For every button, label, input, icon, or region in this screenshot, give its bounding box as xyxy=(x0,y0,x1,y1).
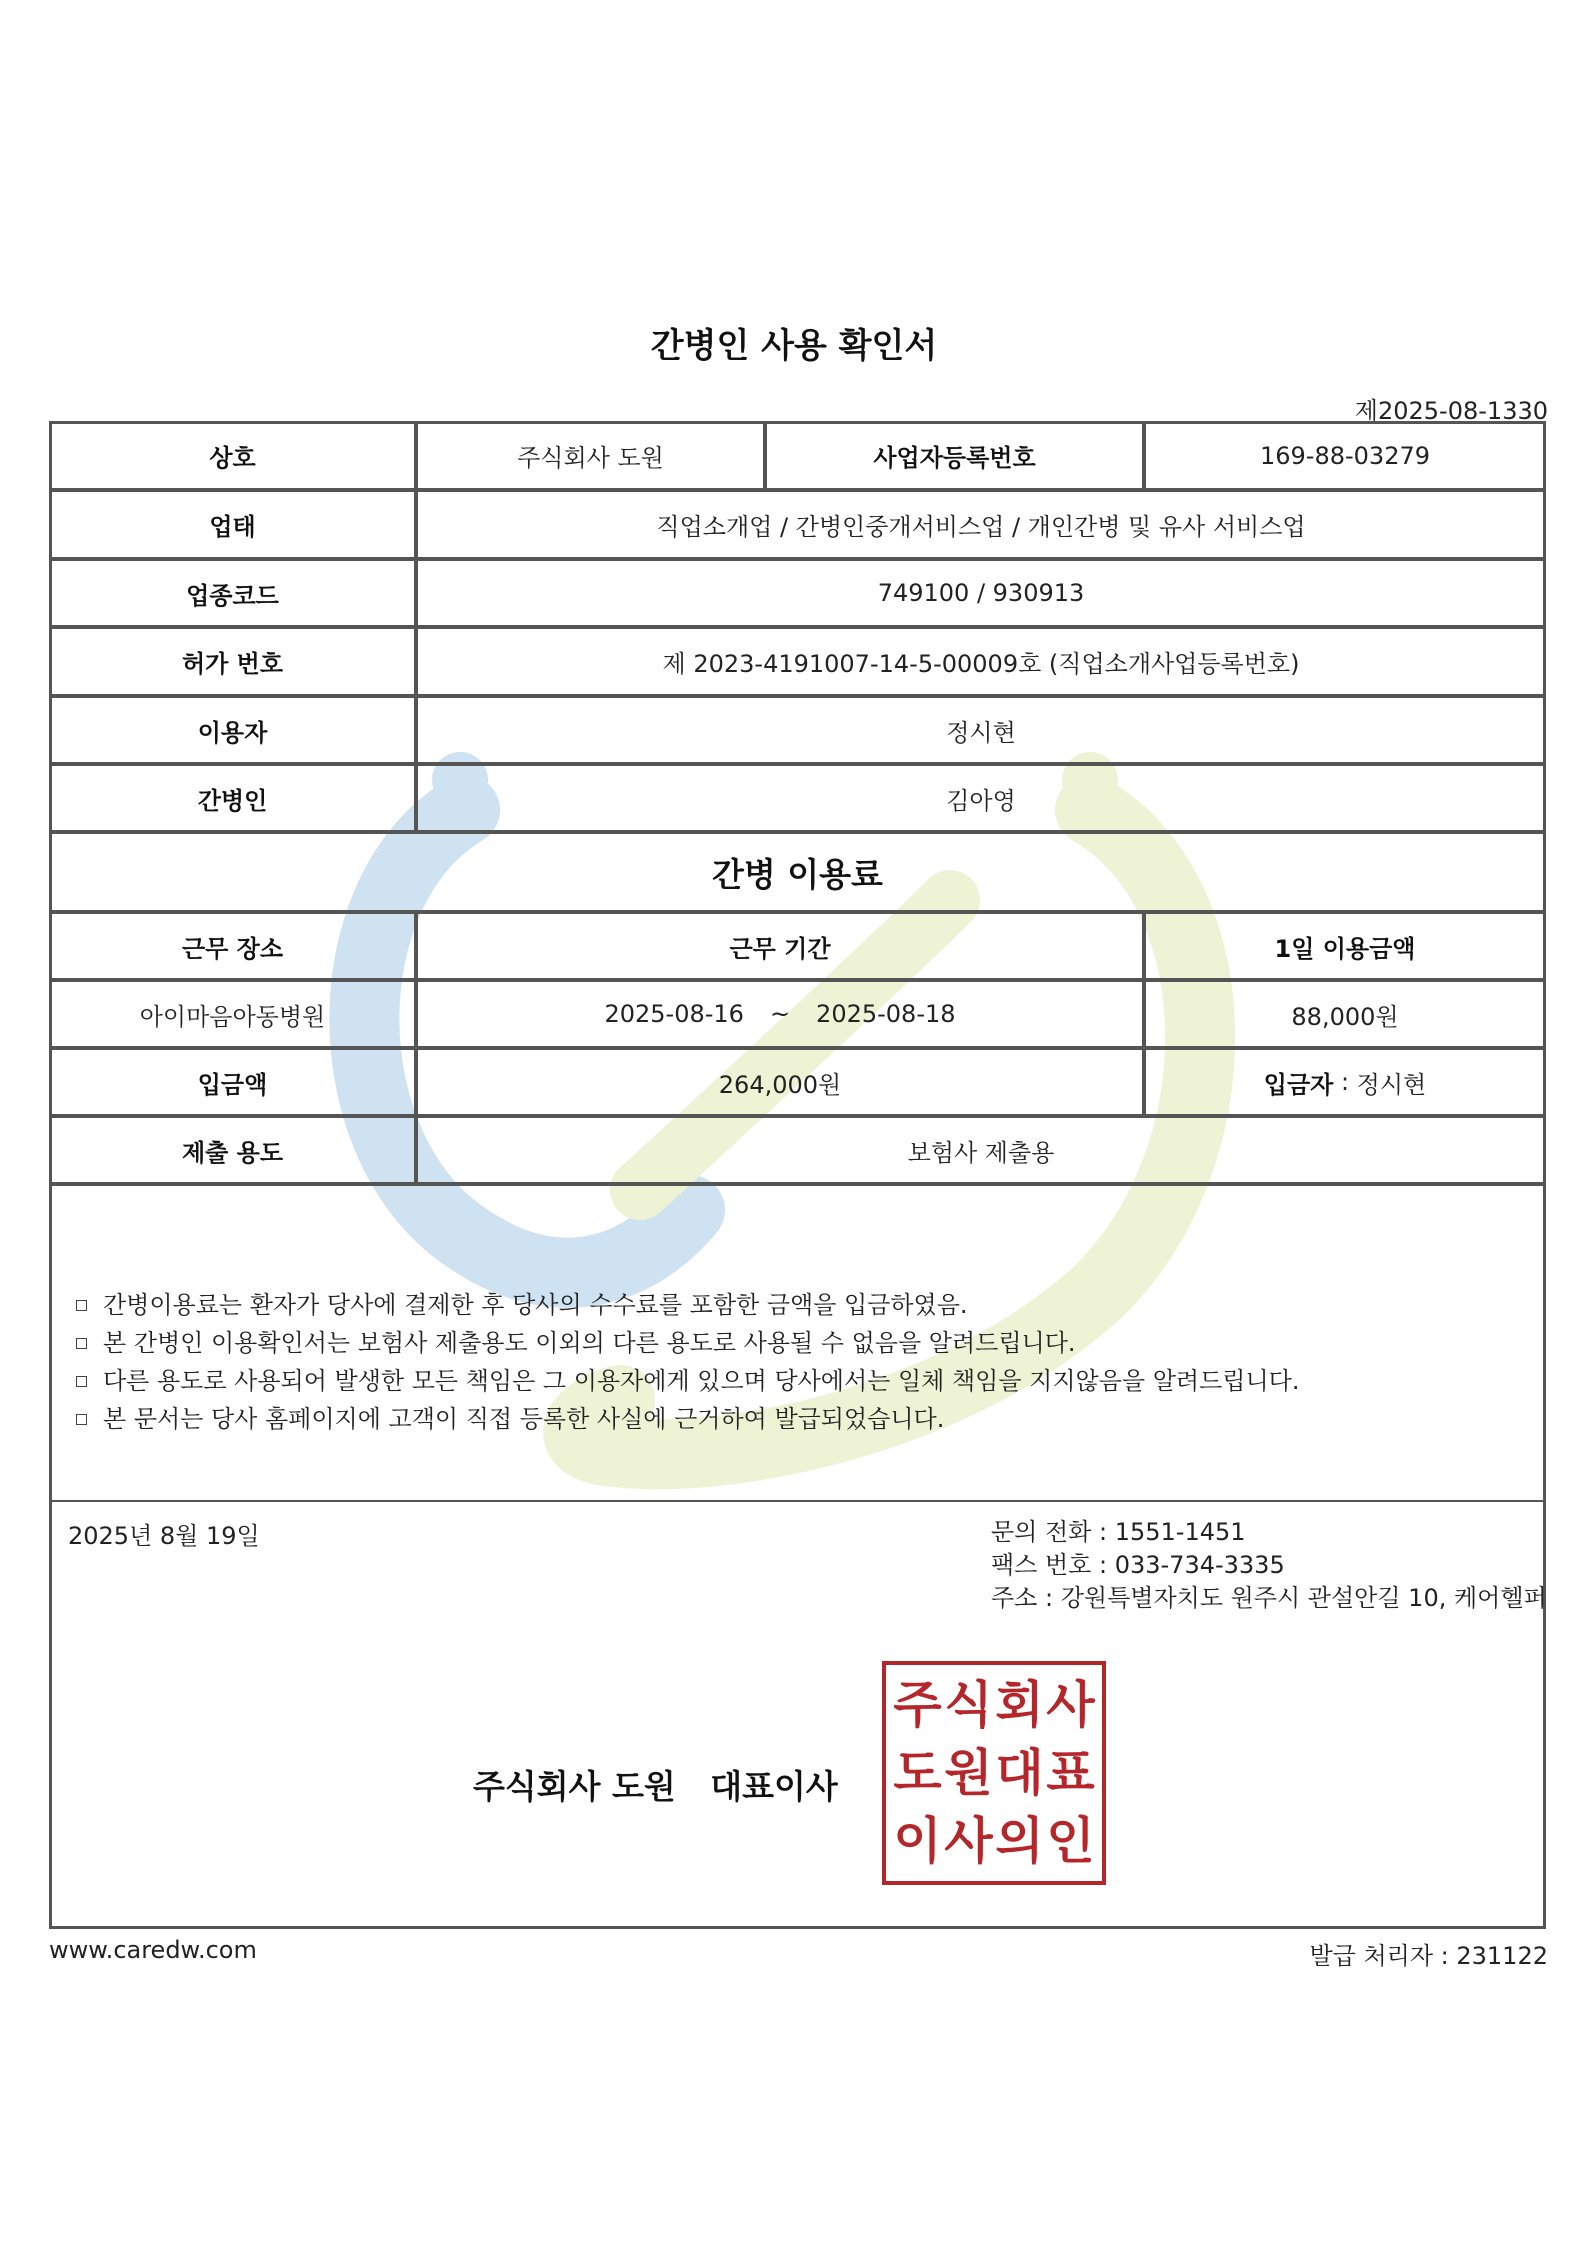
seal-char: 사 xyxy=(1046,1676,1095,1734)
contact-phone: 문의 전화 : 1551-1451 xyxy=(991,1518,1246,1546)
daily-fee-label: 1일 이용금액 xyxy=(1144,912,1546,980)
website-link[interactable]: www.caredw.com xyxy=(49,1936,257,1964)
note-item xyxy=(76,1286,1299,1324)
period-start-date: 2025-08-16 xyxy=(604,1000,744,1028)
document-number: 제2025-08-1330 xyxy=(1354,397,1548,425)
seal-char: 원 xyxy=(944,1744,993,1802)
user-label: 이용자 xyxy=(49,696,416,764)
seal-char: 식 xyxy=(944,1676,993,1734)
purpose-label: 제출 용도 xyxy=(49,1116,416,1184)
contact-fax: 팩스 번호 : 033-734-3335 xyxy=(991,1551,1285,1579)
signer-name: 주식회사 도원 대표이사 xyxy=(473,1767,838,1806)
seal-char: 의 xyxy=(995,1812,1044,1870)
seal-char: 회 xyxy=(995,1676,1044,1734)
note-text: 본 문서는 당사 홈페이지에 고객이 직접 등록한 사실에 근거하여 발급되었습니다. xyxy=(103,1405,945,1433)
square-bullet-icon xyxy=(76,1376,87,1387)
document-title: 간병인 사용 확인서 xyxy=(650,326,938,366)
business-type-value: 직업소개업 / 간병인중개서비스업 / 개인간병 및 유사 서비스업 xyxy=(416,490,1546,559)
company-label: 상호 xyxy=(49,421,416,490)
depositor-label: 입금자 xyxy=(1263,1070,1334,1099)
caregiver-value: 김아영 xyxy=(416,764,1546,832)
note-item xyxy=(76,1362,1299,1400)
seal-char: 주 xyxy=(893,1676,942,1734)
seal-char: 사 xyxy=(944,1812,993,1870)
industry-code-value: 749100 / 930913 xyxy=(416,559,1546,627)
user-value: 정시현 xyxy=(416,696,1546,764)
work-place-label: 근무 장소 xyxy=(49,912,416,980)
period-end-date: 2025-08-18 xyxy=(816,1000,956,1028)
permit-label: 허가 번호 xyxy=(49,627,416,696)
contact-info xyxy=(991,1516,1547,1615)
seal-char: 도 xyxy=(893,1744,942,1802)
work-place-value: 아이마음아동병원 xyxy=(49,980,416,1048)
business-type-label: 업태 xyxy=(49,490,416,559)
seal-char: 표 xyxy=(1046,1744,1095,1802)
note-item xyxy=(76,1400,1299,1438)
depositor-cell xyxy=(1144,1048,1546,1116)
note-item xyxy=(76,1324,1299,1362)
note-text: 간병이용료는 환자가 당사에 결제한 후 당사의 수수료를 포함한 금액을 입금하였음. xyxy=(103,1291,968,1319)
period-separator: ~ xyxy=(769,1000,791,1028)
note-text: 다른 용도로 사용되어 발생한 모든 책임은 그 이용자에게 있으며 당사에서는 일체 책임을 지지않음을 알려드립니다. xyxy=(103,1367,1300,1395)
caregiver-label: 간병인 xyxy=(49,764,416,832)
depositor-separator: : xyxy=(1333,1068,1357,1096)
depositor-value: 정시현 xyxy=(1356,1070,1427,1099)
square-bullet-icon xyxy=(76,1338,87,1349)
note-text: 본 간병인 이용확인서는 보험사 제출용도 이외의 다른 용도로 사용될 수 없음을 알려드립니다. xyxy=(103,1329,1076,1357)
business-reg-label: 사업자등록번호 xyxy=(765,421,1144,490)
work-period-value xyxy=(416,980,1144,1048)
company-value: 주식회사 도원 xyxy=(416,421,765,490)
issuer-id: 발급 처리자 : 231122 xyxy=(1309,1942,1548,1970)
fee-section-title: 간병 이용료 xyxy=(49,832,1546,912)
seal-char: 이 xyxy=(893,1812,942,1870)
seal-char: 대 xyxy=(995,1744,1044,1802)
deposit-label: 입금액 xyxy=(49,1048,416,1116)
contact-address: 주소 : 강원특별자치도 원주시 관설안길 10, 케어헬퍼 xyxy=(991,1584,1547,1612)
company-seal-stamp xyxy=(882,1661,1106,1885)
square-bullet-icon xyxy=(76,1300,87,1311)
deposit-value: 264,000원 xyxy=(416,1048,1144,1116)
industry-code-label: 업종코드 xyxy=(49,559,416,627)
work-period-label: 근무 기간 xyxy=(416,912,1144,980)
square-bullet-icon xyxy=(76,1414,87,1425)
notes-list xyxy=(76,1286,1299,1438)
business-reg-value: 169-88-03279 xyxy=(1144,421,1546,490)
purpose-value: 보험사 제출용 xyxy=(416,1116,1546,1184)
issue-date: 2025년 8월 19일 xyxy=(68,1522,260,1550)
daily-fee-value: 88,000원 xyxy=(1144,980,1546,1048)
permit-value: 제 2023-4191007-14-5-00009호 (직업소개사업등록번호) xyxy=(416,627,1546,696)
seal-char: 인 xyxy=(1046,1812,1095,1870)
